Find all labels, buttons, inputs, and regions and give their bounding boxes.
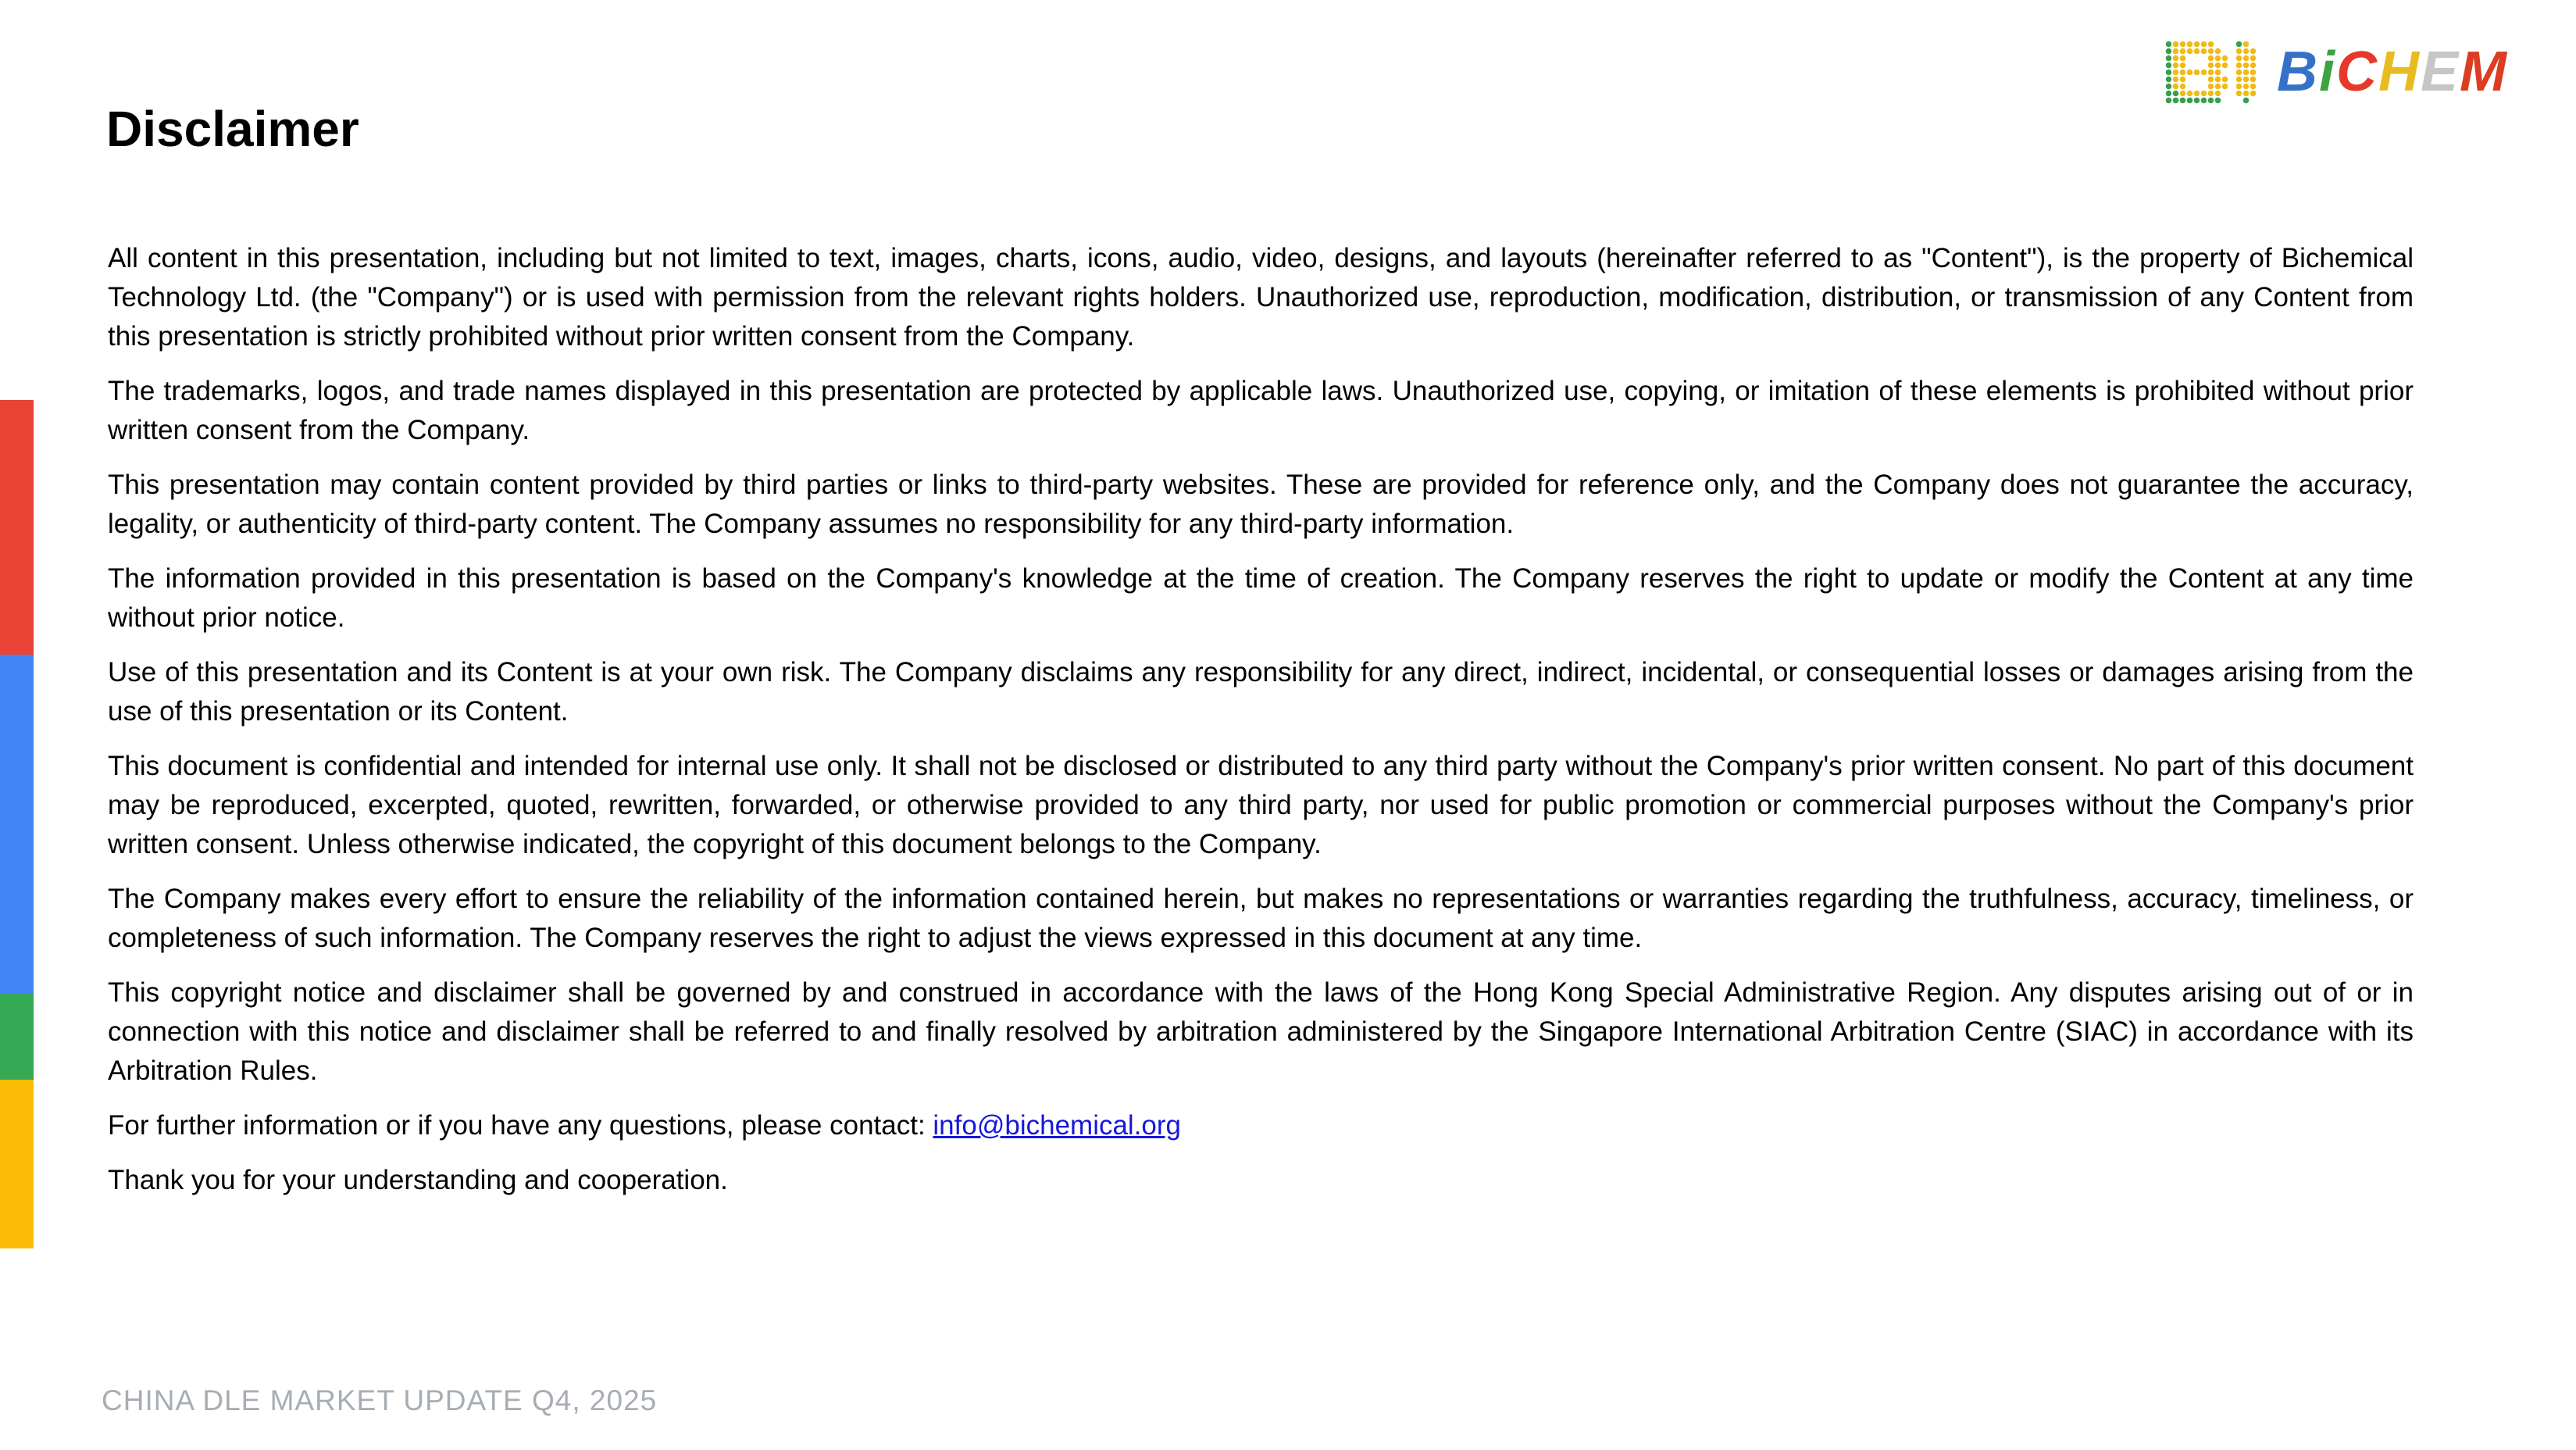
- paragraph-information-basis: The information provided in this presentation is based on the Company's knowledge at the time of creation. The Company reserves the right to update or modify the Content at any time without prior notice.: [108, 563, 2414, 633]
- wordmark-letter-h: H: [2378, 41, 2421, 103]
- page-title: Disclaimer: [106, 101, 359, 157]
- contact-line: [108, 1106, 2414, 1145]
- paragraph-trademarks: The trademarks, logos, and trade names displayed in this presentation are protected by applicable laws. Unauthorized use, copying, or imitation of these elements is prohibited without prior written consent from the Company.: [108, 376, 2414, 445]
- disclaimer-text: [108, 239, 2414, 1200]
- wordmark-letter-m: M: [2460, 41, 2509, 103]
- footer-label: CHINA DLE MARKET UPDATE Q4, 2025: [102, 1384, 658, 1416]
- paragraph-content-ownership: All content in this presentation, including but not limited to text, images, charts, icons, audio, video, designs, and layouts (hereinafter referred to as "Content"), is the property of Bichemical Technology Ltd. (the "Company") or is used with permission from the relevant rights holders. Unauthorized use, reproduction, modification, distribution, or transmission of any Content from this presentation is strictly prohibited without prior written consent from the Company.: [108, 243, 2414, 352]
- wordmark-letter-c: C: [2336, 41, 2379, 103]
- paragraph-third-party: This presentation may contain content provided by third parties or links to third-party websites. These are provided for reference only, and the Company does not guarantee the accuracy, legality, or authenticity of third-party content. The Company assumes no responsibility for any third-party information.: [108, 470, 2414, 539]
- accent-bar-blue-segment: [0, 655, 34, 993]
- accent-bar-yellow-segment: [0, 1080, 34, 1248]
- wordmark-letter-b: B: [2277, 41, 2319, 103]
- accent-bar: [0, 0, 34, 1450]
- closing-line: Thank you for your understanding and cooperation.: [108, 1165, 728, 1195]
- wordmark-letter-i: i: [2319, 41, 2337, 103]
- bichem-wordmark: [2277, 41, 2509, 103]
- accent-bar-red-segment: [0, 400, 34, 655]
- wordmark-letter-e: E: [2421, 41, 2460, 103]
- paragraph-confidentiality: This document is confidential and intended for internal use only. It shall not be disclosed or distributed to any third party without the Company's prior written consent. No part of this document may be reproduced, excerpted, quoted, rewritten, forwarded, or otherwise provided to any third party, nor used for public promotion or commercial purposes without the Company's prior written consent. Unless otherwise indicated, the copyright of this document belongs to the Company.: [108, 751, 2414, 859]
- paragraph-governing-law: This copyright notice and disclaimer shall be governed by and construed in accordance with the laws of the Hong Kong Special Administrative Region. Any disputes arising out of or in connection with this notice and disclaimer shall be referred to and finally resolved by arbitration administered by the Singapore International Arbitration Centre (SIAC) in accordance with its Arbitration Rules.: [108, 977, 2414, 1086]
- contact-email-link[interactable]: info@bichemical.org: [933, 1110, 1182, 1141]
- contact-text: For further information or if you have any questions, please contact:: [108, 1110, 933, 1141]
- bichem-dot-logo: [2165, 41, 2257, 104]
- paragraph-no-warranties: The Company makes every effort to ensure the reliability of the information contained herein, but makes no representations or warranties regarding the truthfulness, accuracy, timeliness, or completeness of such information. The Company reserves the right to adjust the views expressed in this document at any time.: [108, 884, 2414, 953]
- accent-bar-green-segment: [0, 993, 34, 1080]
- paragraph-own-risk: Use of this presentation and its Content is at your own risk. The Company disclaims any responsibility for any direct, indirect, incidental, or consequential losses or damages arising from the use of this presentation or its Content.: [108, 657, 2414, 727]
- bichem-logo: [2165, 36, 2508, 108]
